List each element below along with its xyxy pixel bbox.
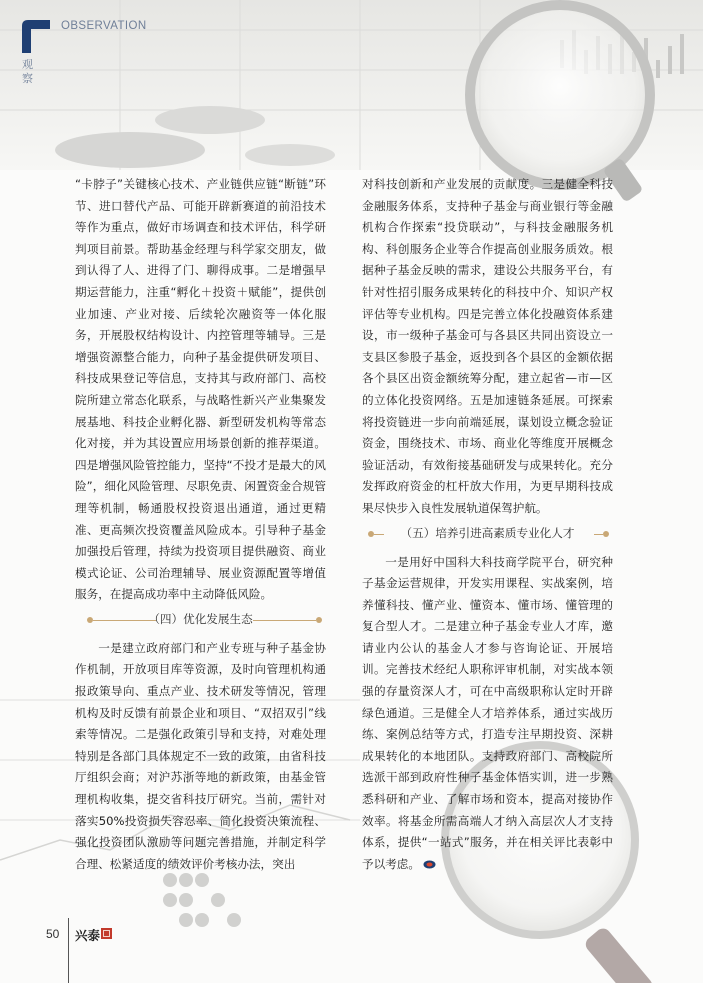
right-paragraph-2 [362,552,613,876]
section-logo-icon [22,20,50,53]
section-title-en: OBSERVATION [61,20,147,32]
left-paragraph-1: “卡脖子”关键核心技术、产业链供应链“断链”环节、进口替代产品、可能开辟新赛道的前沿技术等作为重点，做好市场调查和技术评估，科学研判项目前景。帮助基金经理与科学家交朋友，做到认得了人、进得了门、聊得成事。二是增强早期运营能力，注重“孵化＋投资＋赋能”，提供创业加速、产业对接、后续轮次融资等一体化服务，开展股权结构设计、内控管理等辅导。三是增强资源整合能力，向种子基金提供研发项目、科技成果登记等信息，支持其与政府部门、高校院所建立常态化联系，与战略性新兴产业集聚发展基地、科技企业孵化器、新型研发机构等常态化对接，并为其设置应用场景创新的推荐渠道。四是增强风险管控能力，坚持“不投才是最大的风险”，细化风险管理、尽职免责、闲置资金合规管理等机制，畅通股权投资退出通道，通过更精准、更高频次投资覆盖风险成本。引导种子基金加强投后管理，持续为投资项目提供融资、商业模式论证、公司治理辅导、展业资源配置等增值服务，在提高成功率中主动降低风险。 [75,177,326,602]
section-heading-5 [362,524,613,545]
publication-name: 兴泰 [75,928,101,943]
left-column [75,174,326,875]
section-heading-4-title: （四）优化发展生态 [148,611,253,626]
article-end-icon [423,860,436,869]
right-paragraph-2-text: 一是用好中国科大科技商学院平台，研究种子基金运营规律，开发实用课程、实战案例，培养懂科技、懂产业、懂资本、懂市场、懂管理的复合型人才。二是建立种子基金专业人才库，邀请业内公认的基金人才参与咨询论证、开展培训。完善技术经纪人职称评审机制，对实战本领强的存量资深人才，可在中高级职称认定时开辟绿色通道。三是健全人才培养体系，通过实战历练、案例总结等方式，打造专注早期投资、深耕成果转化的本地团队。支持政府部门、高校院所选派干部到政府性种子基金体悟实训，进一步熟悉科研和产业、了解市场和资本，提高对接协作效率。将基金所需高端人才纳入高层次人才支持体系，提供“一站式”服务，并在相关评比表彰中予以考虑。 [362,554,613,871]
publication-seal-icon [101,928,112,939]
section-heading-5-title: （五）培养引进高素质专业化人才 [400,525,575,540]
left-paragraph-2: 一是建立政府部门和产业专班与种子基金协作机制，开放项目库等资源，及时向管理机构通报政策导向、重点产业、技术研发等情况，管理机构及时反馈有前景企业和项目、“双招双引”线索等情况。二是强化政策引导和支持，对难处理特别是各部门具体规定不一致的政策，由省科技厅组织会商；对沪苏浙等地的新政策，由基金管理机构收集，提交省科技厅研究。当前，需针对落实50%投资损失容忍率、简化投资决策流程、强化投资团队激励等问题完善措施，并制定科学合理、松紧适度的绩效评价考核办法，突出 [75,640,326,871]
footer-divider [68,918,69,983]
right-column [362,174,613,875]
section-title-zh: 观察 [22,58,33,85]
section-heading-4 [75,610,326,631]
page-number: 50 [46,927,60,941]
right-paragraph-1: 对科技创新和产业发展的贡献度。三是健全科技金融服务体系，支持种子基金与商业银行等金融机构合作探索“投贷联动”，与科技金融服务机构、科创服务企业等合作提高创业服务质效。根据种子基金反映的需求，建设公共服务平台，有针对性招引服务成果转化的科技中介、知识产权评估等专业机构。四是完善立体化投融资体系建设，市一级种子基金可与各县区共同出资设立一支县区参股子基金，返投到各个县区的金额依据各个县区出资金额统筹分配，建立起省—市—区的立体化投资网络。五是加速链条延展。可探索将投资链进一步向前端延展，谋划设立概念验证资金，围绕技术、市场、商业化等维度开展概念验证活动，有效衔接基础研发与成果转化。充分发挥政府资金的杠杆放大作用，为更早期科技成果尽快步入良性发展轨道保驾护航。 [362,177,613,515]
